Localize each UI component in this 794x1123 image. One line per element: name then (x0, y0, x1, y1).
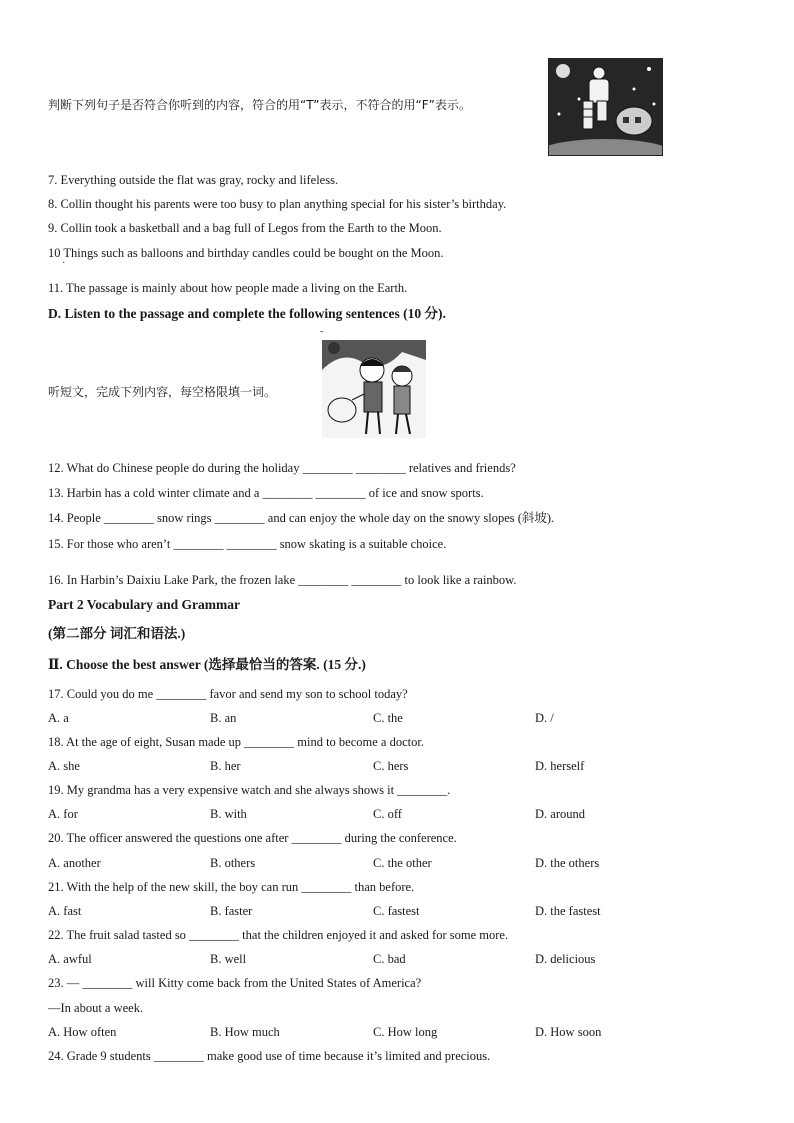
question-19: 19. My grandma has a very expensive watch and she always shows it ________. (48, 783, 451, 797)
part-2-title: Part 2 Vocabulary and Grammar (48, 597, 240, 612)
question-18-option-c: C. hers (373, 759, 409, 773)
question-20-option-d: D. the others (535, 856, 600, 870)
part-2-subtitle: (第二部分 词汇和语法.) (48, 626, 186, 641)
question-19-option-c: C. off (373, 807, 402, 821)
question-22-option-a: A. awful (48, 952, 92, 966)
question-23-option-d: D. How soon (535, 1025, 602, 1039)
section-d-heading: D. Listen to the passage and complete the following sentences (10 分). (48, 306, 446, 321)
question-8: 8. Collin thought his parents were too busy to plan anything special for his sister’s birthday. (48, 197, 507, 211)
astronaut-illustration (548, 58, 663, 156)
children-drawing (322, 340, 426, 438)
question-23-option-c: C. How long (373, 1025, 438, 1039)
stray-mark: · (62, 258, 66, 269)
question-17-option-b: B. an (210, 711, 237, 725)
question-16: 16. In Harbin’s Daixiu Lake Park, the frozen lake ________ ________ to look like a rainbow. (48, 573, 517, 587)
question-21-option-c: C. fastest (373, 904, 420, 918)
question-23-reply: —In about a week. (48, 1001, 144, 1015)
question-23-option-b: B. How much (210, 1025, 280, 1039)
section-ii-heading: Ⅱ. Choose the best answer (选择最恰当的答案. (15 分.) (48, 657, 366, 672)
section-c-instruction: 判断下列句子是否符合你听到的内容，符合的用“T”表示，不符合的用“F”表示。 (48, 98, 471, 112)
question-20-option-c: C. the other (373, 856, 432, 870)
question-21-option-b: B. faster (210, 904, 253, 918)
question-18-option-a: A. she (48, 759, 80, 773)
question-18-option-b: B. her (210, 759, 241, 773)
question-18-option-d: D. herself (535, 759, 585, 773)
question-7: 7. Everything outside the flat was gray, rocky and lifeless. (48, 173, 339, 187)
astronaut-drawing (549, 59, 662, 155)
question-24: 24. Grade 9 students ________ make good use of time because it’s limited and precious. (48, 1049, 491, 1063)
question-22-option-c: C. bad (373, 952, 406, 966)
question-17-option-a: A. a (48, 711, 69, 725)
question-17: 17. Could you do me ________ favor and send my son to school today? (48, 687, 408, 701)
question-19-option-b: B. with (210, 807, 247, 821)
question-15: 15. For those who aren’t ________ ________ snow skating is a suitable choice. (48, 537, 447, 551)
question-22-option-d: D. delicious (535, 952, 596, 966)
question-19-option-a: A. for (48, 807, 78, 821)
question-20: 20. The officer answered the questions one after ________ during the conference. (48, 831, 457, 845)
question-23: 23. — ________ will Kitty come back from the United States of America? (48, 976, 422, 990)
question-20-option-b: B. others (210, 856, 256, 870)
question-21-option-d: D. the fastest (535, 904, 601, 918)
question-17-option-d: D. / (535, 711, 554, 725)
stray-mark: - (320, 326, 324, 337)
question-20-option-a: A. another (48, 856, 101, 870)
question-21-option-a: A. fast (48, 904, 82, 918)
question-12: 12. What do Chinese people do during the holiday ________ ________ relatives and friends? (48, 461, 516, 475)
question-23-option-a: A. How often (48, 1025, 117, 1039)
question-9: 9. Collin took a basketball and a bag full of Legos from the Earth to the Moon. (48, 221, 442, 235)
question-18: 18. At the age of eight, Susan made up ________ mind to become a doctor. (48, 735, 424, 749)
question-21: 21. With the help of the new skill, the boy can run ________ than before. (48, 880, 415, 894)
children-skating-illustration (322, 340, 426, 438)
question-10: 10 Things such as balloons and birthday candles could be bought on the Moon. (48, 246, 444, 260)
question-22: 22. The fruit salad tasted so ________ that the children enjoyed it and asked for some more. (48, 928, 509, 942)
question-22-option-b: B. well (210, 952, 247, 966)
question-17-option-c: C. the (373, 711, 403, 725)
question-14: 14. People ________ snow rings ________ and can enjoy the whole day on the snowy slopes (斜坡). (48, 511, 555, 525)
question-13: 13. Harbin has a cold winter climate and a ________ ________ of ice and snow sports. (48, 486, 484, 500)
question-11: 11. The passage is mainly about how people made a living on the Earth. (48, 281, 408, 295)
question-19-option-d: D. around (535, 807, 585, 821)
section-d-instruction: 听短文，完成下列内容，每空格限填一词。 (48, 385, 277, 399)
